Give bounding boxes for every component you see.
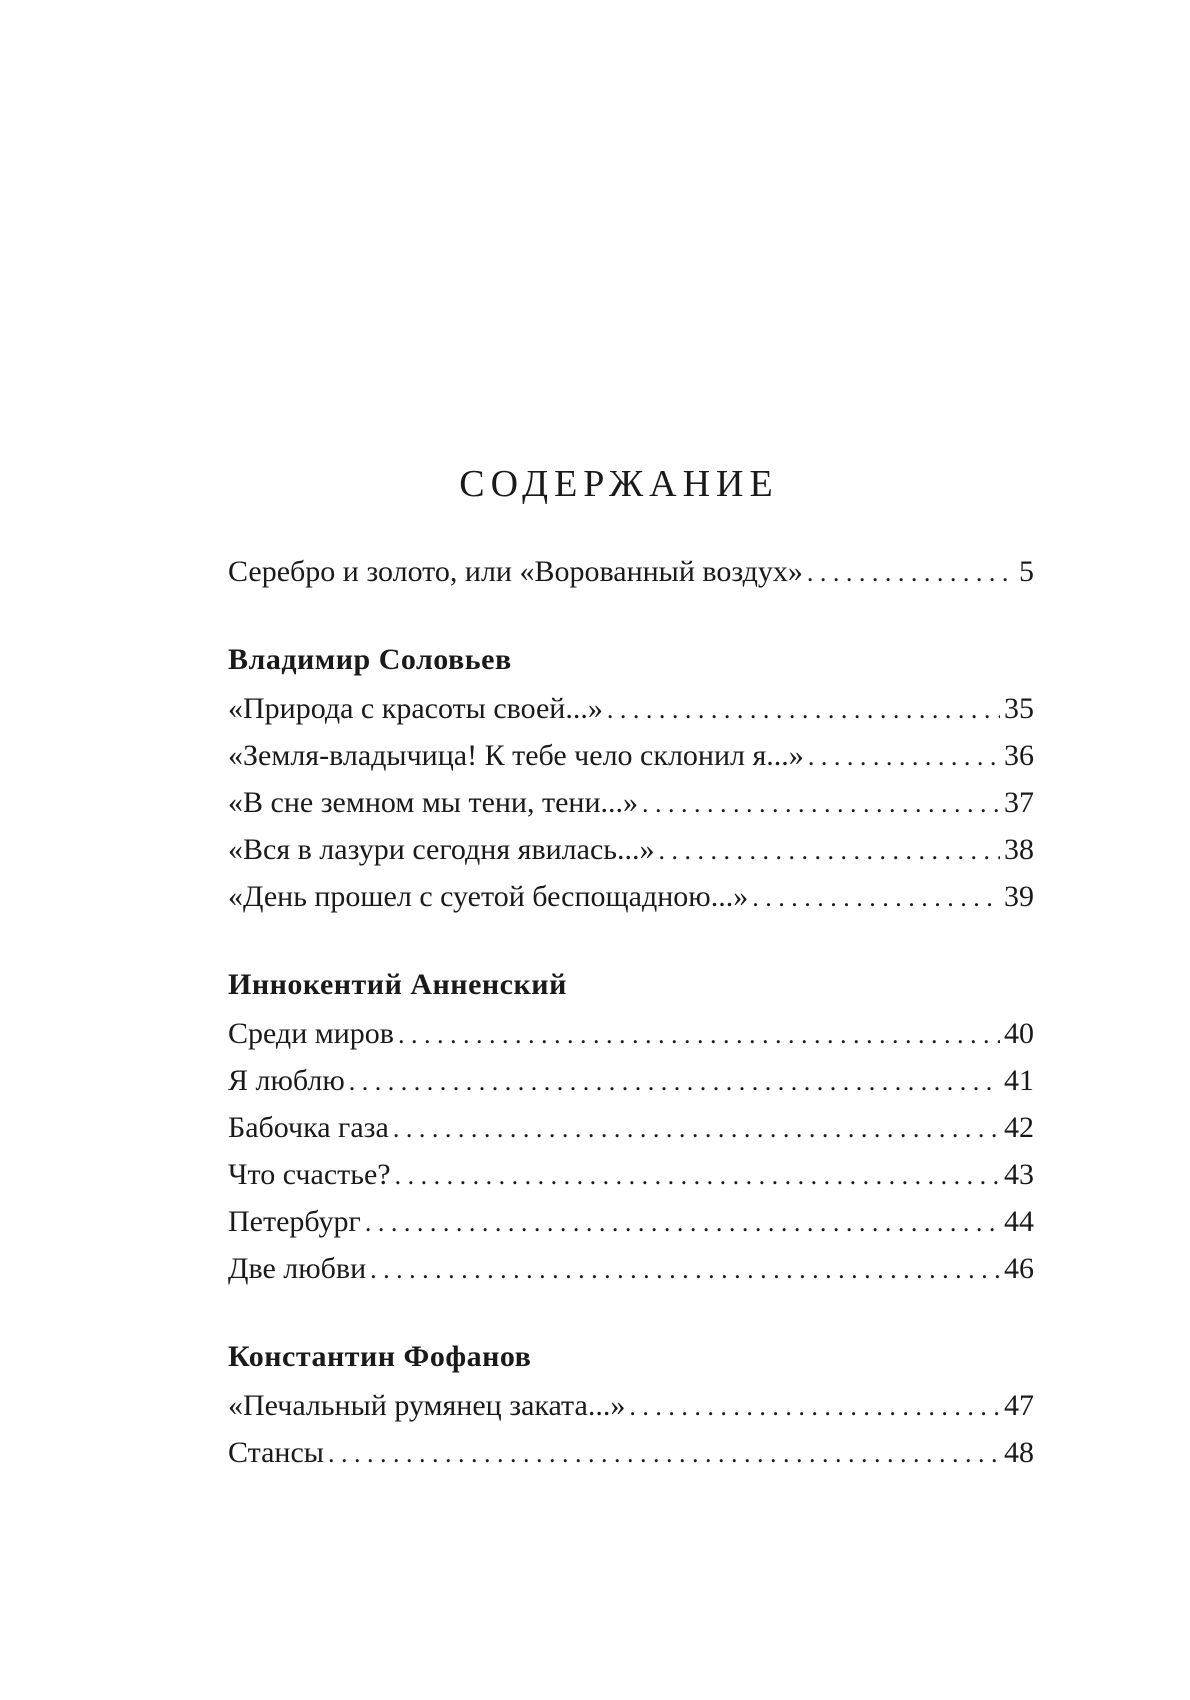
toc-entry-page: 35 [1004,692,1034,725]
dot-leader [807,549,1015,596]
toc-entry-title: «Земля-владычица! К тебе чело склонил я...» [228,739,804,772]
toc-entry-page: 39 [1004,880,1034,913]
toc-entry[interactable] [228,779,1034,826]
toc-entry-title: Среди миров [228,1017,394,1050]
toc-entry[interactable] [228,826,1034,873]
toc-entry-page: 38 [1004,833,1034,866]
toc-entry-page: 46 [1004,1252,1034,1285]
toc-entry-title: Петербург [228,1205,361,1238]
toc-entry-title: Бабочка газа [228,1111,389,1144]
toc-entry-title: «Печальный румянец заката...» [228,1389,626,1422]
toc-entry-title: Две любви [228,1252,367,1285]
toc-entry-title: Стансы [228,1436,324,1469]
toc-entry[interactable] [228,1057,1034,1104]
toc-entry-title: Что счастье? [228,1158,391,1191]
toc-entry-page: 40 [1004,1017,1034,1050]
dot-leader [607,686,1000,733]
toc-entry[interactable] [228,1104,1034,1151]
toc-entry-page: 37 [1004,786,1034,819]
toc-entry[interactable] [228,1010,1034,1057]
toc-entry[interactable] [228,1151,1034,1198]
toc-entry-page: 47 [1004,1389,1034,1422]
toc-entry[interactable] [228,1245,1034,1292]
dot-leader [752,874,1000,921]
toc-section-annensky [228,960,1034,1292]
section-author: Владимир Соловьев [228,643,512,676]
toc-entry-title: Серебро и золото, или «Ворованный воздух» [228,555,803,588]
dot-leader [629,1383,1000,1430]
toc-entry-title: «День прошел с суетой беспощадною...» [228,880,749,913]
toc-entry[interactable] [228,1429,1034,1476]
toc-entry[interactable] [228,1198,1034,1245]
toc-entry-title: «Вся в лазури сегодня явилась...» [228,833,655,866]
dot-leader [395,1152,1000,1199]
dot-leader [393,1105,1000,1152]
toc-entry-page: 43 [1004,1158,1034,1191]
toc-section-fofanov [228,1332,1034,1476]
toc-entry-page: 44 [1004,1205,1034,1238]
toc-entry[interactable] [228,873,1034,920]
dot-leader [658,827,1000,874]
toc-entry-title: Я люблю [228,1064,345,1097]
toc-entry[interactable] [228,1382,1034,1429]
toc-entry-title: «Природа с красоты своей...» [228,692,603,725]
toc-entry-page: 42 [1004,1111,1034,1144]
toc-entry[interactable] [228,732,1034,779]
section-author: Иннокентий Анненский [228,968,567,1001]
toc-entry-title: «В сне земном мы тени, тени...» [228,786,639,819]
dot-leader [398,1011,1000,1058]
toc-entry-page: 5 [1019,555,1034,588]
page-title: СОДЕРЖАНИЕ [459,463,779,505]
section-author: Константин Фофанов [228,1340,532,1373]
toc-entry-intro[interactable] [228,548,1034,595]
toc-entry-page: 36 [1004,739,1034,772]
toc-entry[interactable] [228,685,1034,732]
toc-entry-page: 48 [1004,1436,1034,1469]
dot-leader [349,1058,1000,1105]
toc-section-solovyov [228,635,1034,920]
table-of-contents [228,548,1034,1476]
dot-leader [328,1430,1000,1477]
dot-leader [365,1199,1000,1246]
dot-leader [370,1246,1000,1293]
dot-leader [808,733,1000,780]
toc-entry-page: 41 [1004,1064,1034,1097]
dot-leader [642,780,1000,827]
